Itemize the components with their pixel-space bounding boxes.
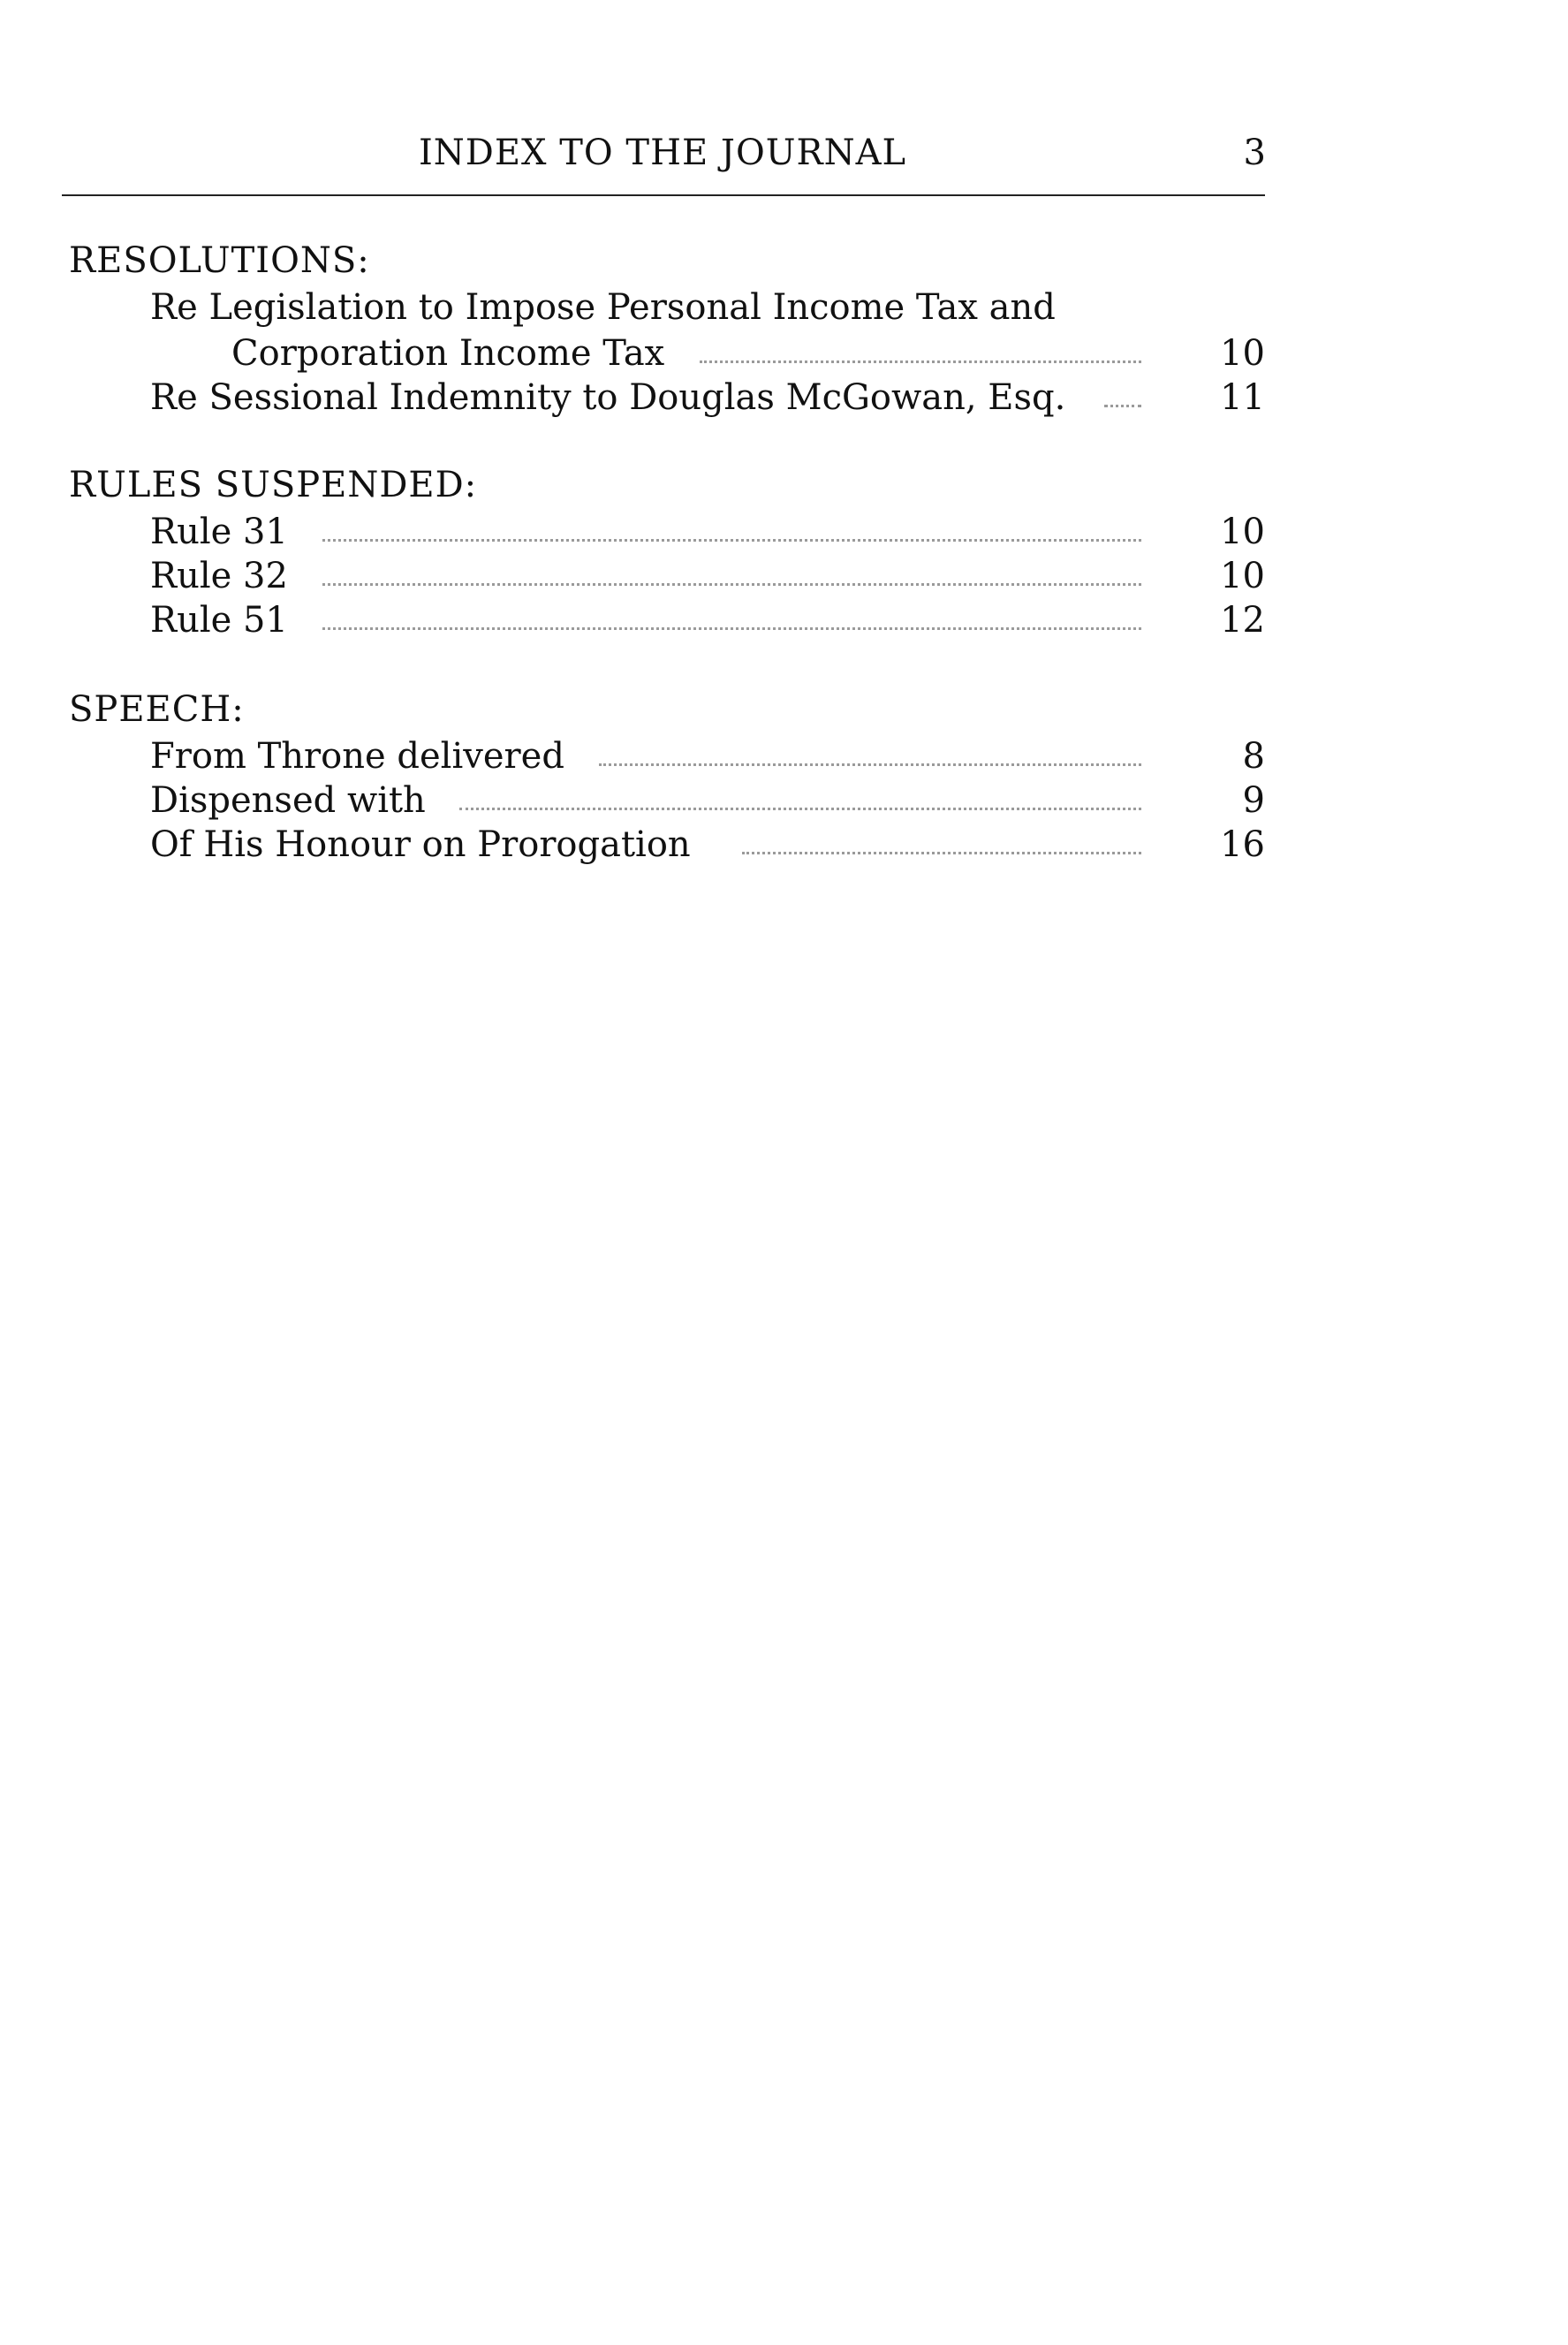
index-entry-page: 8	[1242, 736, 1265, 777]
index-entry-line: Re Legislation to Impose Personal Income Tax and	[150, 287, 1056, 328]
index-entry-page: 16	[1220, 824, 1265, 865]
section-heading-speech: SPEECH:	[69, 689, 245, 730]
index-entry-page: 9	[1242, 780, 1265, 821]
index-entry-label: Rule 31	[150, 511, 297, 553]
index-entry	[150, 735, 1265, 778]
index-entry	[150, 779, 1265, 822]
index-entry-page: 12	[1220, 600, 1265, 641]
index-entry	[150, 823, 1265, 866]
index-entry	[150, 511, 1265, 553]
page-number: 3	[1243, 133, 1266, 173]
section-heading-rules-suspended: RULES SUSPENDED:	[69, 465, 478, 505]
index-entry-label: Re Sessional Indemnity to Douglas McGowan, Esq.	[150, 376, 1074, 419]
index-entry-page: 10	[1220, 333, 1265, 374]
dot-leader	[742, 852, 1141, 854]
index-entry-label: Corporation Income Tax	[231, 332, 673, 375]
index-entry-label: Rule 32	[150, 555, 297, 597]
dot-leader	[322, 627, 1141, 630]
index-entry-page: 10	[1220, 556, 1265, 596]
index-entry-label: Dispensed with	[150, 779, 435, 822]
index-entry-label: From Throne delivered	[150, 735, 573, 778]
running-title: INDEX TO THE JOURNAL	[418, 133, 907, 173]
dot-leader	[700, 360, 1141, 363]
dot-leader	[459, 808, 1141, 810]
index-entry	[150, 376, 1265, 419]
dot-leader	[322, 583, 1141, 586]
index-entry-page: 11	[1220, 377, 1265, 418]
dot-leader	[322, 539, 1141, 542]
index-entry	[231, 332, 1265, 375]
index-entry	[150, 555, 1265, 597]
dot-leader	[599, 763, 1141, 766]
dot-leader	[1104, 405, 1141, 407]
index-entry-page: 10	[1220, 512, 1265, 552]
index-entry	[150, 599, 1265, 641]
page-header	[62, 133, 1266, 186]
section-heading-resolutions: RESOLUTIONS:	[69, 240, 370, 281]
index-entry-label: Of His Honour on Prorogation	[150, 823, 700, 866]
header-rule	[62, 194, 1265, 196]
index-entry-label: Rule 51	[150, 599, 297, 641]
